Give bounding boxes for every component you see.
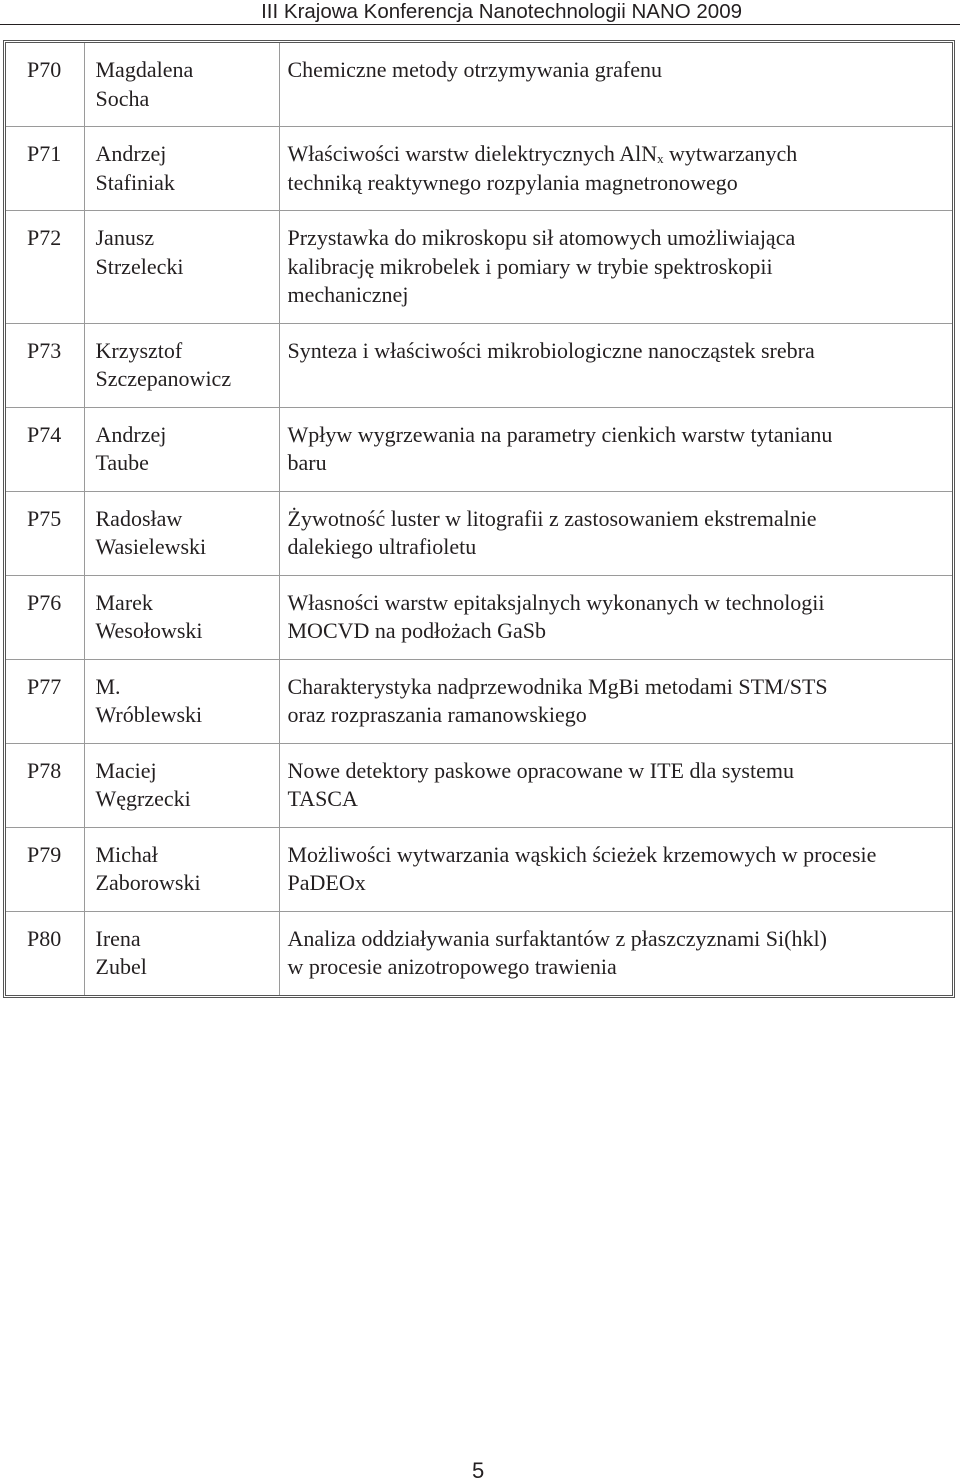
author-first-name: Maciej: [95, 757, 157, 783]
author-name: [84, 407, 279, 491]
author-first-name: M.: [95, 673, 121, 699]
running-header: III Krajowa Konferencja Nanotechnologii NANO 2009: [261, 0, 742, 23]
author-name: [84, 43, 279, 127]
poster-table-frame: [3, 40, 955, 998]
poster-title-line: Własności warstw epitaksjalnych wykonanych w technologii: [287, 589, 825, 615]
table-row: [6, 743, 952, 827]
table-row: [6, 575, 952, 659]
author-name: [84, 659, 279, 743]
poster-title-line: Żywotność luster w litografii z zastosowaniem ekstremalnie: [287, 505, 817, 531]
poster-title-line: baru: [287, 450, 327, 475]
author-last-name: Szczepanowicz: [95, 366, 232, 391]
author-name: [84, 743, 279, 827]
author-name: [84, 323, 279, 407]
author-first-name: Michał: [95, 841, 158, 867]
poster-title-line: oraz rozpraszania ramanowskiego: [287, 702, 587, 727]
poster-title: [279, 827, 952, 911]
poster-number: P79: [6, 827, 84, 911]
table-row: [6, 211, 952, 324]
author-first-name: Andrzej: [95, 141, 167, 166]
poster-title: [279, 911, 952, 995]
poster-title-line: Przystawka do mikroskopu sił atomowych umożliwiająca: [287, 225, 796, 250]
table-row: [6, 491, 952, 575]
poster-table: [6, 43, 952, 995]
author-first-name: Janusz: [95, 225, 155, 250]
page-number: 5: [472, 1458, 485, 1483]
author-name: [84, 491, 279, 575]
poster-title-line: Chemiczne metody otrzymywania grafenu: [287, 57, 662, 82]
poster-title-line: mechanicznej: [287, 282, 409, 307]
poster-number: P75: [6, 491, 84, 575]
author-last-name: Stafiniak: [95, 169, 175, 195]
poster-number: P74: [6, 407, 84, 491]
header-rule: [0, 24, 960, 25]
table-row: [6, 323, 952, 407]
author-name: [84, 211, 279, 324]
poster-title: [279, 491, 952, 575]
author-last-name: Zubel: [95, 954, 147, 979]
table-row: [6, 127, 952, 211]
table-row: [6, 43, 952, 127]
poster-title-line: dalekiego ultrafioletu: [287, 534, 477, 559]
poster-title-line: TASCA: [287, 786, 358, 811]
poster-title-line: Synteza i właściwości mikrobiologiczne nanocząstek srebra: [287, 337, 815, 363]
author-first-name: Radosław: [95, 505, 183, 531]
poster-title-line: Możliwości wytwarzania wąskich ścieżek krzemowych w procesie: [287, 841, 877, 867]
author-last-name: Taube: [95, 450, 149, 475]
author-last-name: Socha: [95, 85, 150, 111]
poster-title: [279, 575, 952, 659]
author-last-name: Węgrzecki: [95, 786, 191, 811]
author-last-name: Wesołowski: [95, 618, 203, 643]
table-row: [6, 827, 952, 911]
poster-title: [279, 743, 952, 827]
poster-title: [279, 127, 952, 211]
author-name: [84, 911, 279, 995]
author-last-name: Zaborowski: [95, 870, 201, 895]
author-last-name: Strzelecki: [95, 253, 184, 279]
poster-title-line: w procesie anizotropowego trawienia: [287, 954, 617, 979]
author-last-name: Wróblewski: [95, 702, 203, 727]
poster-number: P70: [6, 43, 84, 127]
poster-title: [279, 43, 952, 127]
author-name: [84, 827, 279, 911]
author-first-name: Irena: [95, 925, 141, 951]
poster-title: [279, 211, 952, 324]
poster-title: [279, 407, 952, 491]
poster-table-body: [6, 43, 952, 995]
poster-title-line: Wpływ wygrzewania na parametry cienkich warstw tytanianu: [287, 421, 833, 447]
author-first-name: Krzysztof: [95, 337, 183, 363]
poster-title-line: Właściwości warstw dielektrycznych AlNₓ wytwarzanych: [287, 141, 798, 166]
author-name: [84, 127, 279, 211]
table-row: [6, 911, 952, 995]
poster-title: [279, 659, 952, 743]
author-first-name: Magdalena: [95, 57, 194, 82]
poster-number: P73: [6, 323, 84, 407]
poster-number: P78: [6, 743, 84, 827]
poster-number: P72: [6, 211, 84, 324]
author-first-name: Marek: [95, 589, 153, 615]
poster-title-line: Analiza oddziaływania surfaktantów z płaszczyznami Si(hkl): [287, 925, 827, 951]
poster-title: [279, 323, 952, 407]
author-first-name: Andrzej: [95, 421, 167, 447]
poster-number: P76: [6, 575, 84, 659]
poster-title-line: kalibrację mikrobelek i pomiary w trybie spektroskopii: [287, 253, 773, 279]
poster-title-line: techniką reaktywnego rozpylania magnetronowego: [287, 169, 738, 195]
table-row: [6, 659, 952, 743]
poster-title-line: PaDEOx: [287, 870, 366, 895]
poster-number: P80: [6, 911, 84, 995]
poster-number: P71: [6, 127, 84, 211]
author-last-name: Wasielewski: [95, 534, 207, 559]
poster-number: P77: [6, 659, 84, 743]
poster-title-line: Charakterystyka nadprzewodnika MgBi metodami STM/STS: [287, 673, 828, 699]
poster-title-line: Nowe detektory paskowe opracowane w ITE dla systemu: [287, 757, 794, 783]
poster-title-line: MOCVD na podłożach GaSb: [287, 618, 546, 643]
table-row: [6, 407, 952, 491]
author-name: [84, 575, 279, 659]
